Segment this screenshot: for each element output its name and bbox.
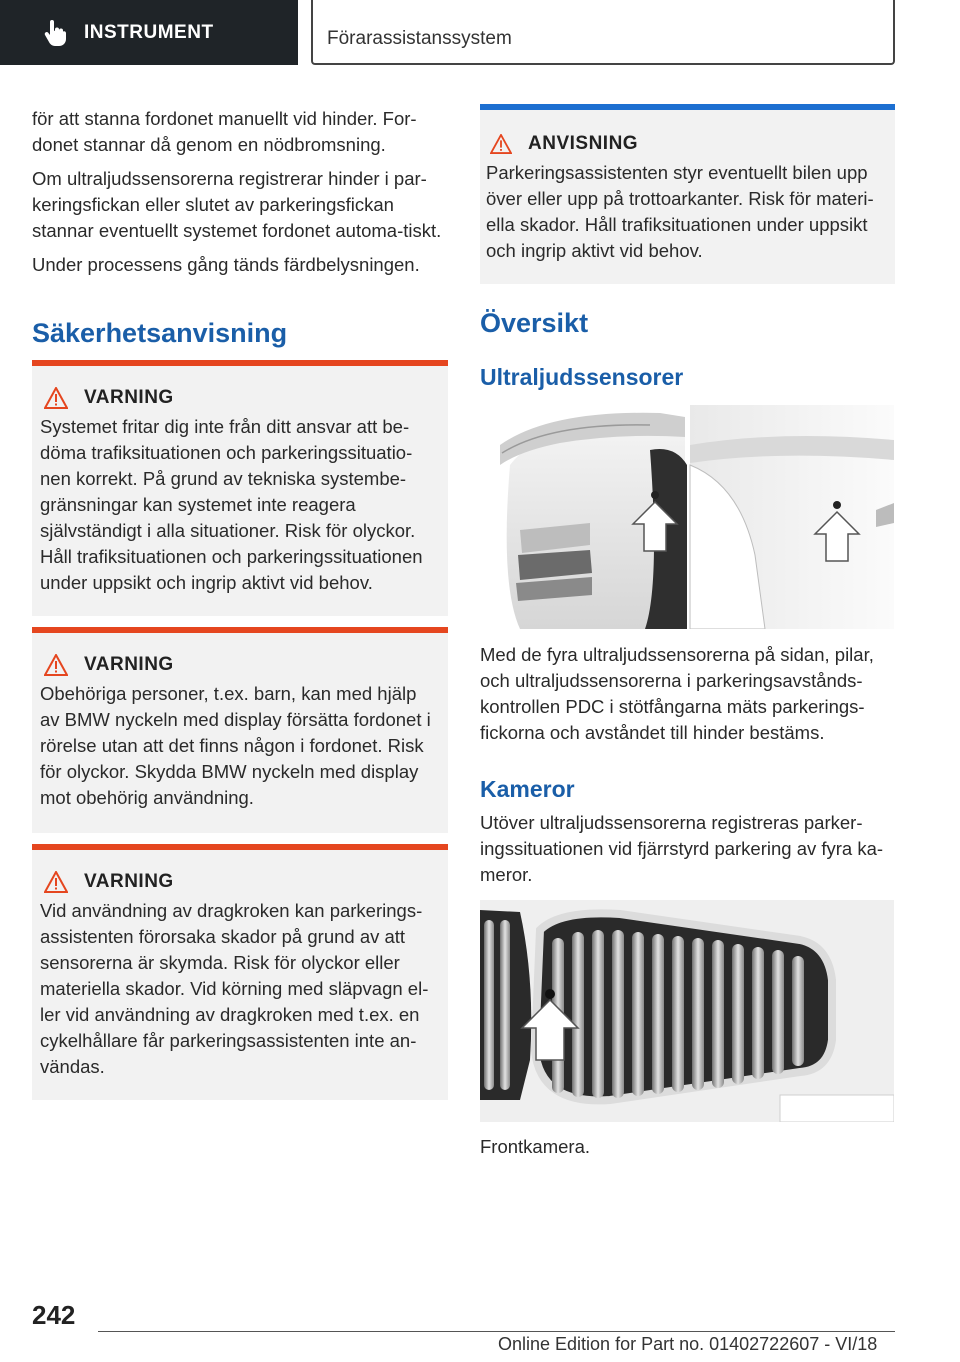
section-tab[interactable] [0, 0, 298, 65]
cameras-heading: Kameror [480, 776, 575, 802]
section-label: INSTRUMENT [84, 21, 214, 43]
warning-box [32, 627, 448, 833]
warning-triangle-icon [44, 871, 68, 893]
page-number: 242 [32, 1300, 76, 1330]
hand-pointer-icon [42, 20, 68, 46]
warning-title: VARNING [44, 870, 440, 894]
front-camera-image [480, 900, 894, 1122]
paragraph: för att stanna fordonet manuellt vid hinder. For-donet stannar då genom en nödbromsning. [32, 108, 417, 155]
note-text: Parkeringsassistenten styr eventuellt bilen upp över eller upp på trottoarkanter. Risk för materi-ella skador. Håll trafiksituationen under uppsikt och ingrip aktivt vid behov. [486, 162, 874, 261]
note-title: ANVISNING [490, 132, 887, 156]
warning-title: VARNING [44, 653, 440, 677]
intro-text [32, 106, 448, 286]
chapter-title: Förarassistanssystem [327, 28, 512, 49]
cameras-description [480, 810, 895, 896]
warning-triangle-icon [44, 654, 68, 676]
warning-text: Vid användning av dragkroken kan parkerings-assistenten förorsaka skador på grund av att sensorerna är skymda. Risk för olyckor eller materiella skador. Vid körning med släpvagn el-ler vid användning av dragkroken med t.ex. en cykelhållare får parkeringsassistenten inte an-vändas. [40, 900, 429, 1077]
paragraph: Om ultraljudssensorerna registrerar hinder i par-keringsfickan eller slutet av parkeringsfickan stannar eventuellt systemet fordonet automa-tiskt. [32, 168, 442, 241]
note-box [480, 104, 895, 284]
sensors-heading: Ultraljudssensorer [480, 364, 684, 390]
section-heading: Säkerhetsanvisning [32, 318, 288, 348]
warning-triangle-icon [490, 134, 512, 154]
paragraph: Utöver ultraljudssensorerna registreras parker-ingssituationen vid fjärrstyrd parkering av fyra ka-meror. [480, 812, 884, 885]
warning-text: Systemet fritar dig inte från ditt ansvar att be-döma trafiksituationen och parkeringssituatio-nen korrekt. På grund av tekniska systembe-gränsningar kan systemet inte reagera självständigt i alla situationer. Risk för olyckor. Håll trafiksituationen och parkeringssituationen under uppsikt och ingrip aktivt vid behov. [40, 416, 423, 593]
footer-divider [98, 1331, 895, 1332]
warning-triangle-icon [44, 387, 68, 409]
paragraph: Under processens gång tänds färdbelysningen. [32, 254, 420, 275]
edition-text: Online Edition for Part no. 01402722607 - VI/18 [498, 1334, 878, 1354]
warning-box [32, 360, 448, 616]
ultrasonic-sensors-image [480, 405, 894, 629]
chapter-header [311, 0, 895, 65]
warning-title: VARNING [44, 386, 440, 410]
warning-text: Obehöriga personer, t.ex. barn, kan med hjälp av BMW nyckeln med display försätta fordonet i rörelse utan att det finns någon i fordonet. Risk för olyckor. Skydda BMW nyckeln med display mot obehörig användning. [40, 683, 431, 808]
image-caption: Frontkamera. [480, 1136, 591, 1157]
sensors-description [480, 642, 895, 754]
warning-box [32, 844, 448, 1100]
overview-heading: Översikt [480, 308, 589, 338]
paragraph: Med de fyra ultraljudssensorerna på sidan, pilar, och ultraljudssensorerna i parkeringsavstånds-kontrollen PDC i stötfångarna mäts parkerings-fickorna och avståndet till hinder bestäms. [480, 644, 874, 743]
